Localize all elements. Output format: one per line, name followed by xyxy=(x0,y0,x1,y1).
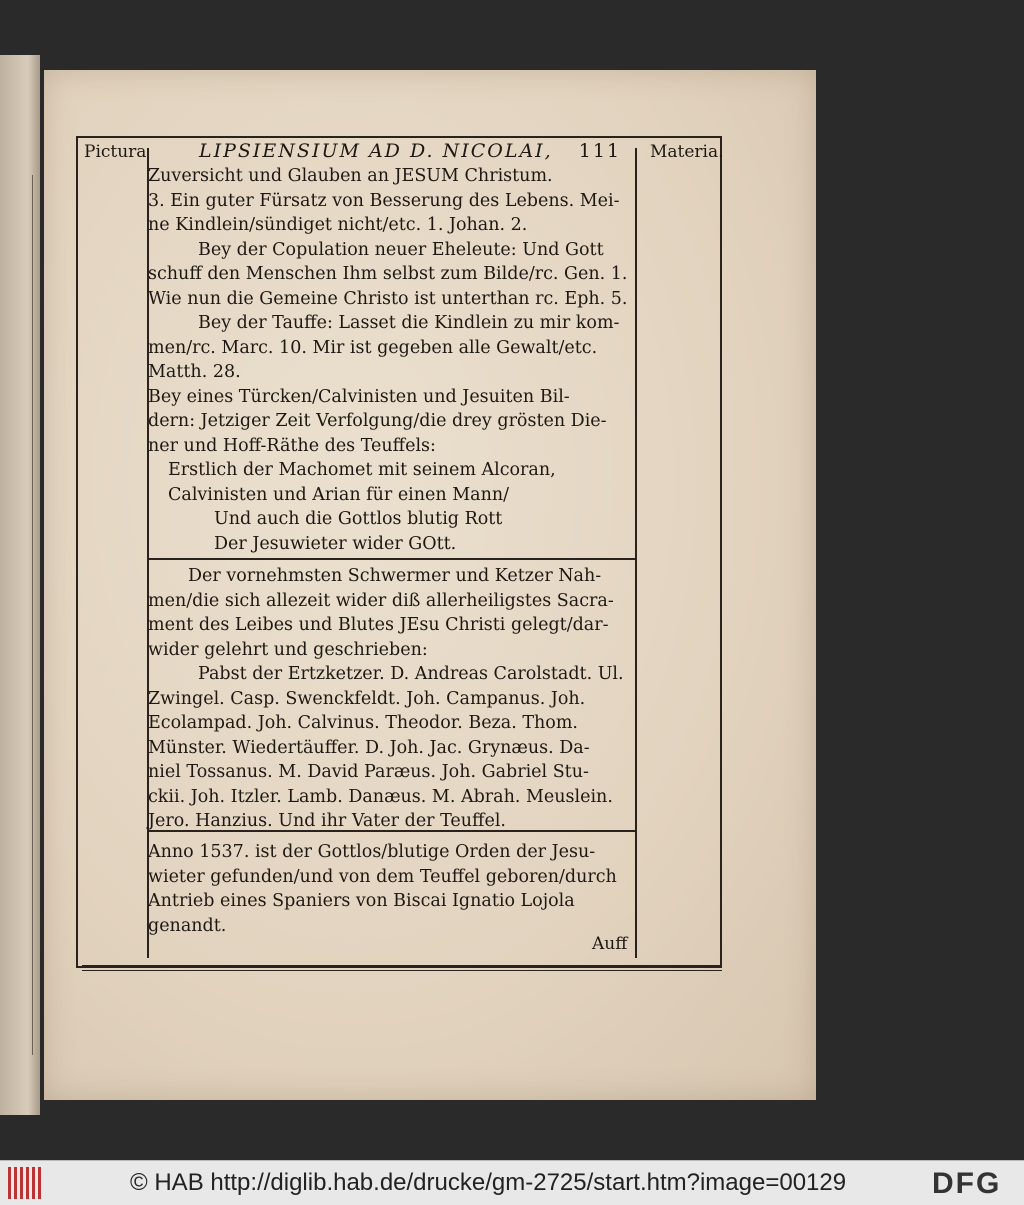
text-line: Zwingel. Casp. Swenckfeldt. Joh. Campanus. Joh. xyxy=(148,688,586,709)
verse-line: Erstlich der Machomet mit seinem Alcoran, xyxy=(168,460,556,480)
bottom-rule xyxy=(82,965,722,967)
text-line: men/die sich allezeit wider diß allerheiligstes Sacra- xyxy=(148,590,614,611)
book-page xyxy=(44,70,816,1100)
section-divider-1 xyxy=(147,558,635,560)
source-link[interactable]: © HAB http://diglib.hab.de/drucke/gm-2725/start.htm?image=00129 xyxy=(130,1169,847,1196)
text-line: ne Kindlein/sündiget nicht/etc. 1. Johan. 2. xyxy=(148,215,528,235)
text-line: Jero. Hanzius. Und ihr Vater der Teuffel. xyxy=(148,811,506,831)
text-line: men/rc. Marc. 10. Mir ist gegeben alle Gewalt/etc. xyxy=(148,337,598,358)
text-line: schuff den Menschen Ihm selbst zum Bilde/rc. Gen. 1. xyxy=(148,264,628,284)
text-line: Zuversicht und Glauben an JESUM Christum. xyxy=(148,166,553,186)
verse-line: Und auch die Gottlos blutig Rott xyxy=(214,509,503,529)
dfg-logo: DFG xyxy=(932,1167,1002,1200)
text-line: Bey der Copulation neuer Eheleute: Und Gott xyxy=(198,239,604,260)
text-line: Bey der Tauffe: Lasset die Kindlein zu mir kom- xyxy=(198,313,620,333)
text-block-2 xyxy=(148,564,634,834)
text-line: 3. Ein guter Fürsatz von Besserung des Lebens. Mei- xyxy=(148,190,620,211)
text-line: Münster. Wiedertäuffer. D. Joh. Jac. Grynæus. Da- xyxy=(148,737,590,758)
running-head xyxy=(199,140,621,162)
footer-bar xyxy=(0,1160,1024,1205)
text-line: Anno 1537. ist der Gottlos/blutige Orden der Jesu- xyxy=(148,842,596,862)
margin-label-left: Pictura xyxy=(84,142,147,162)
text-line: Bey eines Türcken/Calvinisten und Jesuiten Bil- xyxy=(148,386,570,407)
bottom-rule-thin xyxy=(82,970,722,971)
margin-label-right: Materia. xyxy=(650,142,724,162)
text-line: Pabst der Ertzketzer. D. Andreas Carolstadt. Ul. xyxy=(198,664,624,684)
text-line: Ecolampad. Joh. Calvinus. Theodor. Beza. Thom. xyxy=(148,713,578,733)
text-line: Matth. 28. xyxy=(148,362,241,382)
verse-line: Der Jesuwieter wider GOtt. xyxy=(214,533,457,554)
text-line: wieter gefunden/und von dem Teuffel geboren/durch xyxy=(148,866,617,887)
text-line: Wie nun die Gemeine Christo ist unterthan rc. Eph. 5. xyxy=(148,288,628,309)
text-block-3 xyxy=(148,840,634,938)
text-line: wider gelehrt und geschrieben: xyxy=(148,639,428,660)
text-line: dern: Jetziger Zeit Verfolgung/die drey grösten Die- xyxy=(148,411,607,431)
text-line: Antrieb eines Spaniers von Biscai Ignatio Lojola xyxy=(148,891,575,911)
text-line: Der vornehmsten Schwermer und Ketzer Nah- xyxy=(188,566,602,586)
text-line: ckii. Joh. Itzler. Lamb. Danæus. M. Abrah. Meuslein. xyxy=(148,786,613,807)
verse-line: Calvinisten und Arian für einen Mann/ xyxy=(168,484,510,505)
previous-page-edge xyxy=(0,55,40,1115)
text-line: niel Tossanus. M. David Paræus. Joh. Gabriel Stu- xyxy=(148,762,589,782)
catchword: Auff xyxy=(592,934,628,954)
page-number: 111 xyxy=(578,140,622,162)
text-line: ment des Leibes und Blutes JEsu Christi gelegt/dar- xyxy=(148,615,609,635)
text-block-1 xyxy=(148,164,634,556)
running-head-title: LIPSIENSIUM AD D. NICOLAI, xyxy=(199,140,553,162)
text-line: genandt. xyxy=(148,915,227,936)
library-logo-icon xyxy=(8,1167,44,1199)
text-line: ner und Hoff-Räthe des Teuffels: xyxy=(148,435,436,456)
